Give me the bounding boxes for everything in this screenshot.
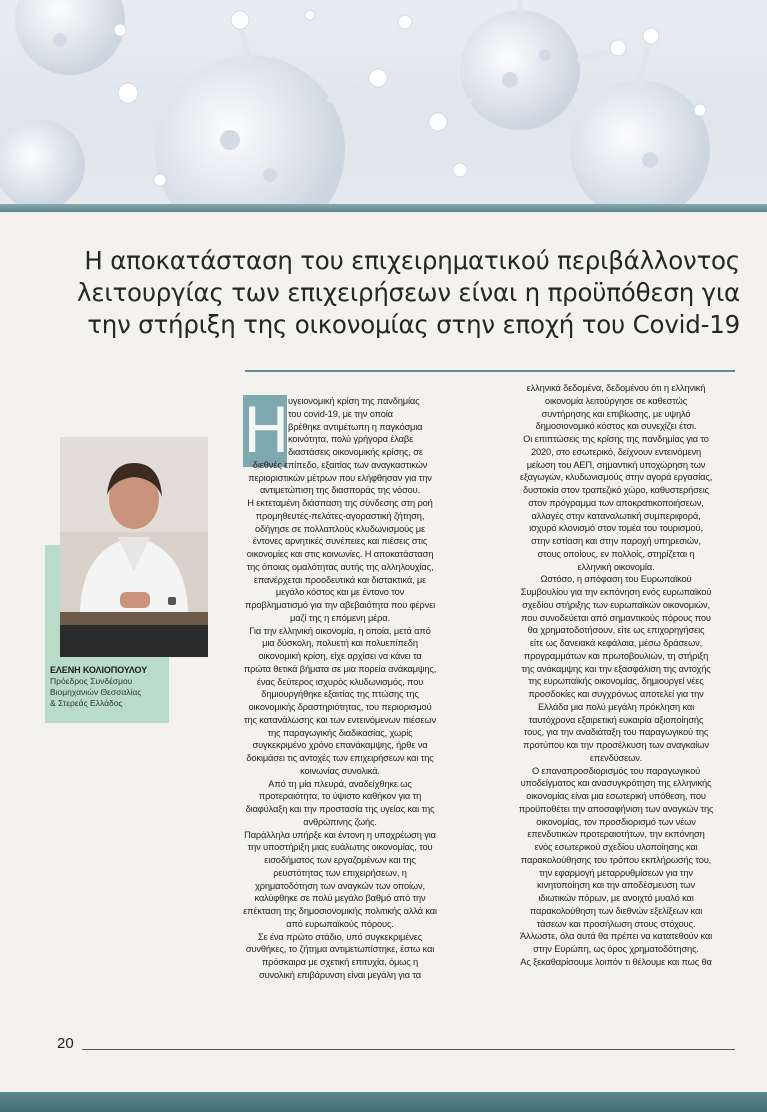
article-line: πρόσκαιρα με σχετική επιτυχία, όμως η (261, 957, 419, 967)
article-line: αντιμετώπιση της διασποράς της νόσου. (259, 485, 421, 496)
article-line: προγραμμάτων και πρωτοβουλιών, τη στήριξη (523, 650, 709, 661)
article-line: ένας δεύτερος ισχυρός κλυδωνισμός, που (256, 676, 424, 687)
author-role-line: & Στερεάς Ελλάδος (50, 698, 123, 708)
headline-line: λειτουργίας των επιχειρήσεων είναι η προϋπόθεση για (77, 278, 740, 307)
article-line: παρακολούθηση των διεθνών εξελίξεων και (529, 905, 703, 916)
article-line: παρακολούθησης του τρόπου εκπλήρωσής του, (520, 854, 712, 865)
article-line: οδήγησε σε πολλαπλούς κλυδωνισμούς με (255, 523, 425, 534)
article-line: συντήρησης και επιβίωσης, με υψηλό (541, 408, 691, 419)
article-line: στην Ευρώπη, ως όρος χρηματοδότησης. (533, 944, 699, 954)
article-line: κινητοποίηση και την αποδέσμευση των (537, 880, 695, 891)
article-line: μεγάλο κόστος και με έντονο τον (275, 587, 405, 598)
article-line: είτε ως δανειακά κεφάλαια, μέσω δράσεων, (529, 638, 703, 648)
article-line: προβληματισμό για την αβεβαιότητα που φέρνει (245, 600, 435, 610)
article-line: Ωστόσο, η απόφαση του Ευρωπαϊκού (540, 574, 692, 585)
article-line: καλύφθηκε σε πολύ μεγάλο βαθμό από την (254, 893, 426, 904)
article-line: Ελλάδα μια πολύ μεγάλη πρόκληση και (537, 701, 695, 712)
article-column-2 (495, 382, 737, 969)
article-line: επενδυτικών προτεραιοτήτων, την εκπόνηση (527, 829, 705, 840)
article-line: θα χρηματοδοτήσουν, είτε ως επιχορηγήσεις (527, 625, 705, 636)
footer-rule (82, 1049, 735, 1050)
article-line: συνθήκες, το ζήτημα αντιμετωπίστηκε, έστω και (245, 944, 435, 955)
article-line: μείωση του ΑΕΠ, σημαντική υποχώρηση των (526, 459, 706, 470)
article-line: δημιουργήθηκε εξαιτίας της πτώσης της (261, 689, 419, 700)
article-line: Παράλληλα υπήρξε και έντονη η υποχρέωση για (244, 829, 436, 840)
article-column-1 (214, 395, 466, 982)
article-line: ισχυρό κλονισμό στον τομέα του τουρισμού, (529, 523, 703, 534)
article-line: προσδοκίες και συγχρόνως αποτελεί για την (528, 689, 704, 699)
article-line: υγειονομική κρίση της πανδημίας (288, 396, 420, 406)
article-line: αλλαγές στην καταναλωτική συμπεριφορά, (531, 510, 701, 521)
article-line: ιδιωτικών πόρων, με ανοιχτό μυαλό και (538, 893, 694, 903)
article-line: δημοσιονομικό κόστος και συνεχίζει έτσι. (535, 421, 697, 432)
article-line: προτεραιότητα, το ύψιστο καθήκον για τη (258, 791, 422, 802)
article-line: από ευρωπαϊκούς πόρους. (286, 918, 394, 929)
article-line: της ευρωπαϊκής οικονομίας, δημιουργεί νέες (528, 676, 704, 687)
article-line: Από τη μία πλευρά, αναδείχθηκε ως (268, 778, 412, 789)
article-line: οικονομίας, τον προσδιορισμό των νέων (536, 816, 696, 827)
drop-cap: Η (243, 394, 290, 467)
article-line: την εφαρμογή μεταρρυθμίσεων για την (539, 867, 693, 878)
article-line: της ανάκαμψης και την εξασφάλιση της αντοχής (521, 663, 711, 674)
article-line: την υποστήριξη μιας ευάλωτης οικονομίας, του (247, 842, 433, 853)
article-line: ενός εσωτερικού σχεδίου υλοποίησης και (534, 842, 698, 852)
article-line: οικονομικής δραστηριότητας, του περιορισμού (248, 702, 432, 712)
article-line: οικονομίες και στις κοινωνίες. Η αποκατάσταση (246, 549, 434, 559)
article-line: προτύπου και την προσέλκυση των αναγκαίων (523, 740, 709, 750)
article-line: κοινωνίας συνολικά. (300, 765, 380, 776)
article-line: που συνοδεύεται από σημαντικούς πόρους που (521, 612, 711, 623)
article-line: ρευστότητας των επιχειρήσεων, η (273, 867, 407, 878)
article-line: υποδείγματος και ανασυγκρότηση της ελληνικής (520, 778, 712, 789)
headline-line: την στήριξη της οικονομίας στην εποχή του Covid-19 (87, 310, 740, 339)
article-line: διαστάσεις οικονομικής κρίσης, σε (288, 447, 423, 457)
article-line: της κατανάλωσης και των εντεινόμενων πιέσεων (243, 714, 437, 725)
article-line: ανθρώπινης ζωής. (303, 816, 377, 827)
article-line: δοκιμάσει τις αντοχές των επιχειρήσεων και της (246, 753, 434, 763)
article-line: μαζί της η επόμενη μέρα. (290, 612, 390, 623)
article-line: επέκταση της δημοσιονομικής πολιτικής αλλά και (243, 906, 437, 916)
footer-bar (0, 1092, 767, 1112)
article-line: στην εστίαση και στην παροχή υπηρεσιών, (531, 536, 701, 546)
article-line: διαφύλαξη και την προστασία της υγείας και της (245, 804, 435, 814)
article-line: στους οποίους, εν πολλοίς, στηρίζεται η (537, 548, 695, 559)
article-line: Οι επιπτώσεις της κρίσης της πανδημίας για το (523, 434, 709, 444)
article-line: προϋποθέτει την αποσαφήνιση των αναγκών της (518, 803, 714, 814)
portrait-illustration (60, 437, 208, 657)
virus-banner (0, 0, 767, 205)
article-line: οικονομική κρίση, είχε αρχίσει να κάνει τα (258, 651, 422, 661)
article-line: ελληνική οικονομία. (577, 561, 655, 572)
article-line: Άλλωστε, όλα αυτά θα πρέπει να κατατεθούν και (519, 931, 713, 942)
article-line: δυστοκία στον τραπεζικό χώρο, καθυστερήσεις (523, 485, 709, 495)
virus-illustration (0, 0, 767, 205)
article-line: Συμβουλίου για την εκπόνηση ενός ευρωπαϊκού (520, 587, 712, 597)
article-line: στον πρόγραμμα των αποκρατικοποιήσεων, (528, 497, 704, 508)
article-line: επανέρχεται προοδευτικά και διστακτικά, με (253, 574, 427, 585)
article-line: Ας ξεκαθαρίσουμε λοιπόν τι θέλουμε και πως θα (520, 956, 712, 967)
article-line: κοινότητα, πολύ γρήγορα έλαβε (288, 434, 414, 445)
article-headline (60, 245, 740, 341)
article-line: της όποιας ομαλότητας αυτής της αλληλουχίας, (246, 561, 434, 572)
article-line: Η εκτεταμένη διάσπαση της σύνδεσης στη ροή (247, 498, 433, 508)
article-line: της παραγωγικής διαδικασίας, χωρίς (267, 727, 413, 738)
page-number: 20 (57, 1035, 74, 1052)
banner-divider (0, 204, 767, 212)
article-line: περιοριστικών μέτρων που ελήφθησαν για την (248, 472, 432, 483)
headline-line: Η αποκατάσταση του επιχειρηματικού περιβάλλοντος (84, 246, 740, 275)
author-role (50, 676, 172, 709)
article-line: προμηθευτές-πελάτες-αγοραστική ζήτηση, (255, 510, 425, 521)
article-line: ελληνικά δεδομένα, δεδομένου ότι η ελληνική (526, 383, 706, 393)
article-line: πρώτα θετικά βήματα σε μια πορεία ανάκαμψης, (243, 663, 437, 674)
article-line: επενδύσεων. (589, 752, 643, 763)
article-line: Ο επαναπροσδιορισμός του παραγωγικού (531, 765, 701, 776)
article-line: διεθνές επίπεδο, εξαιτίας των αναγκαστικών (252, 459, 428, 470)
article-line: έντονες αρνητικές συνέπειες και πιέσεις στις (252, 536, 428, 547)
author-name: ΕΛΕΝΗ ΚΟΛΙΟΠΟΥΛΟΥ (50, 665, 148, 675)
article-line: χρηματοδότηση των αναγκών των οποίων, (255, 880, 425, 891)
article-line: σχεδίου στήριξης των ευρωπαϊκών οικονομιών, (522, 599, 710, 610)
author-role-line: Βιομηχανιών Θεσσαλίας (50, 687, 142, 697)
article-line: οικονομία λειτούργησε σε καθεστώς (544, 395, 688, 406)
article-line: τάσεων και προσήλωση στους στόχους. (536, 918, 696, 929)
article-line: Για την ελληνική οικονομία, η οποία, μετά από (249, 625, 431, 636)
article-line: Σε ένα πρώτο στάδιο, υπό συγκεκριμένες (257, 931, 423, 942)
article-line: βρέθηκε αντιμέτωπη η παγκόσμια (288, 421, 423, 432)
article-line: τους, για την αναδιάταξη του παραγωγικού της (523, 727, 709, 738)
article-line: εξαγωγών, κλυδωνισμούς στην αγορά εργασίας, (519, 472, 713, 483)
headline-rule (245, 370, 735, 372)
article-line: εισοδήματος των εργαζομένων και της (264, 855, 416, 865)
article-line: ταυτόχρονα εξαιρετική ευκαιρία αξιοποίησής (528, 714, 704, 725)
article-line: συγκεκριμένο χρόνο επανάκαμψης, ήρθε να (252, 740, 428, 751)
author-role-line: Πρόεδρος Συνδέσμου (50, 676, 133, 686)
article-line: 2020, στο εσωτερικό, δείχνουν εντεινόμενη (531, 446, 701, 457)
article-line: μια δύσκολη, πολυετή και πολυεπίπεδη (262, 638, 418, 649)
article-line: συνολική επιβάρυνση είναι μεγάλη για τα (259, 969, 421, 980)
author-portrait (60, 437, 208, 657)
article-line: του covid-19, με την οποία (288, 408, 393, 419)
article-line: οικονομίας είναι μια εσωτερική υπόθεση, που (526, 791, 706, 801)
